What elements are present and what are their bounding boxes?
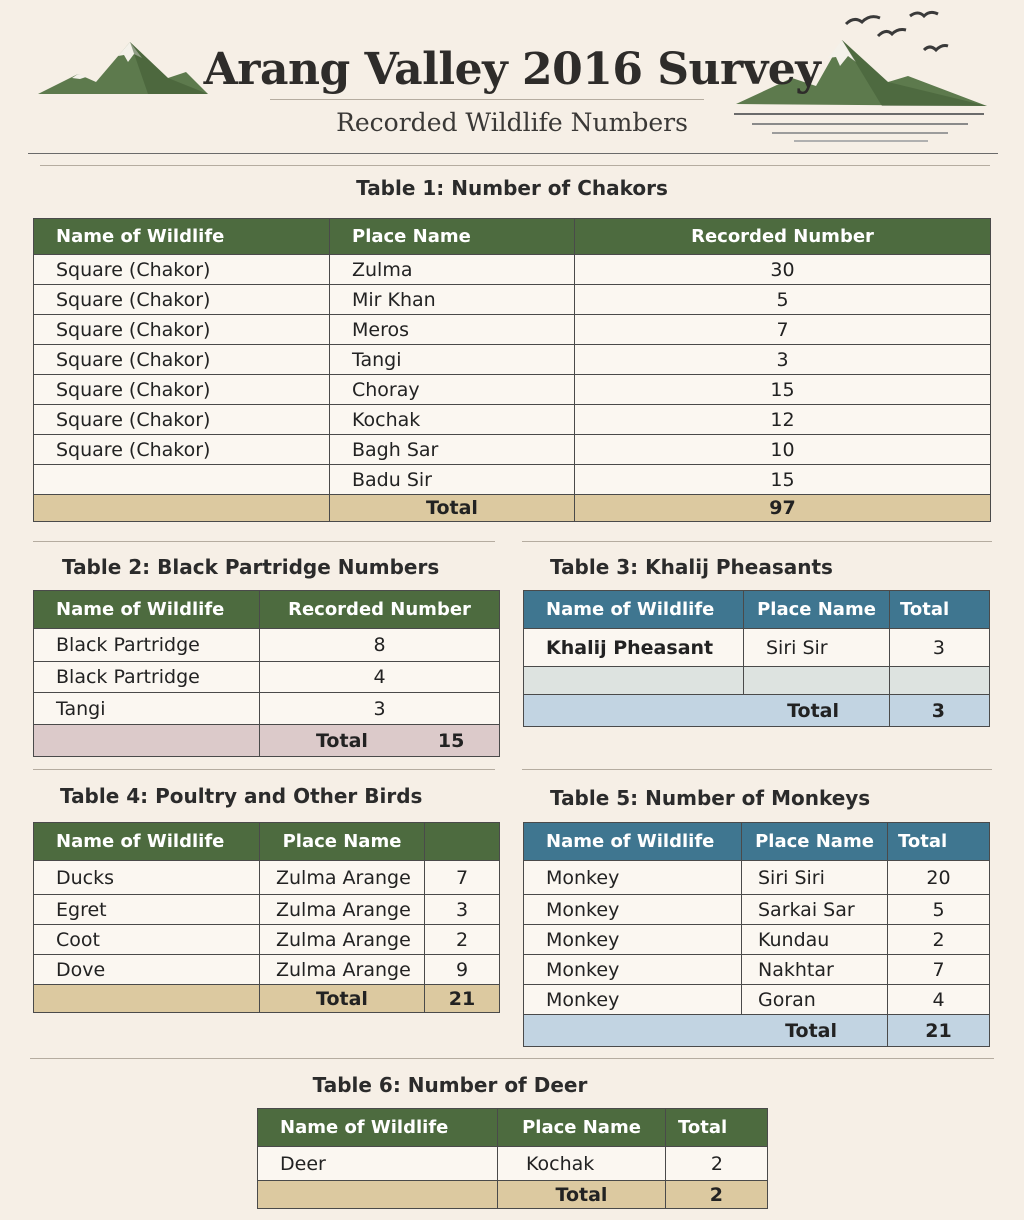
wildlife-cell: Square (Chakor) xyxy=(34,375,330,405)
column-header: Place Name xyxy=(260,823,425,861)
total-cell xyxy=(260,725,500,757)
black-partridge-table xyxy=(33,590,500,757)
place-cell: Kochak xyxy=(498,1147,666,1181)
place-cell: Siri Sir xyxy=(744,629,890,667)
column-header: Recorded Number xyxy=(260,591,500,629)
wildlife-cell: Monkey xyxy=(524,955,742,985)
place-cell: Siri Siri xyxy=(742,861,888,895)
number-cell: 3 xyxy=(425,895,500,925)
empty-cell xyxy=(890,667,990,695)
table5-caption: Table 5: Number of Monkeys xyxy=(550,786,871,810)
table-row xyxy=(34,285,991,315)
total-blank-cell xyxy=(34,985,260,1013)
number-cell: 30 xyxy=(575,255,991,285)
total-value: 21 xyxy=(425,985,500,1013)
wildlife-cell: Ducks xyxy=(34,861,260,895)
wildlife-cell: Square (Chakor) xyxy=(34,315,330,345)
column-header: Name of Wildlife xyxy=(524,591,744,629)
number-cell: 9 xyxy=(425,955,500,985)
total-row xyxy=(258,1181,768,1209)
number-cell: 3 xyxy=(575,345,991,375)
table-row xyxy=(34,375,991,405)
wildlife-cell xyxy=(34,465,330,495)
column-header: Recorded Number xyxy=(575,219,991,255)
place-cell: Zulma Arange xyxy=(260,955,425,985)
total-blank-cell xyxy=(34,495,330,522)
wildlife-cell: Deer xyxy=(258,1147,498,1181)
title-underline xyxy=(270,99,704,100)
number-cell: 2 xyxy=(888,925,990,955)
section-divider xyxy=(522,541,992,542)
total-row xyxy=(34,985,500,1013)
wildlife-cell: Square (Chakor) xyxy=(34,345,330,375)
section-divider xyxy=(522,769,992,770)
column-header: Name of Wildlife xyxy=(524,823,742,861)
number-cell: 7 xyxy=(575,315,991,345)
deer-table xyxy=(257,1108,768,1209)
table-header-row xyxy=(34,823,500,861)
total-row xyxy=(524,1015,990,1047)
wildlife-cell: Monkey xyxy=(524,895,742,925)
total-blank-cell xyxy=(34,725,260,757)
table-header-row xyxy=(524,823,990,861)
table-row xyxy=(34,435,991,465)
section-divider xyxy=(33,541,495,542)
number-cell: 4 xyxy=(888,985,990,1015)
column-header: Place Name xyxy=(498,1109,666,1147)
wildlife-cell: Square (Chakor) xyxy=(34,285,330,315)
number-cell: 12 xyxy=(575,405,991,435)
column-header xyxy=(425,823,500,861)
number-cell: 20 xyxy=(888,861,990,895)
number-cell: 8 xyxy=(260,629,500,662)
place-cell: Kundau xyxy=(742,925,888,955)
table2-caption: Table 2: Black Partridge Numbers xyxy=(62,555,440,579)
place-cell: Kochak xyxy=(330,405,575,435)
total-value: 2 xyxy=(666,1181,768,1209)
table-row xyxy=(524,861,990,895)
wildlife-cell: Black Partridge xyxy=(34,662,260,693)
place-cell: Mir Khan xyxy=(330,285,575,315)
column-header: Name of Wildlife xyxy=(34,219,330,255)
empty-cell xyxy=(524,667,744,695)
table3-caption: Table 3: Khalij Pheasants xyxy=(550,555,833,579)
table-row xyxy=(34,925,500,955)
table-row xyxy=(34,895,500,925)
place-cell: Choray xyxy=(330,375,575,405)
table-row xyxy=(524,895,990,925)
empty-cell xyxy=(744,667,890,695)
number-cell: 2 xyxy=(666,1147,768,1181)
place-cell: Zulma Arange xyxy=(260,925,425,955)
number-cell: 4 xyxy=(260,662,500,693)
total-label: Total xyxy=(524,695,890,727)
section-divider xyxy=(33,769,495,770)
table-row xyxy=(524,667,990,695)
place-cell: Zulma Arange xyxy=(260,895,425,925)
total-label: Total xyxy=(498,1181,666,1209)
wildlife-cell: Tangi xyxy=(34,693,260,725)
wildlife-cell: Coot xyxy=(34,925,260,955)
section-divider xyxy=(30,1058,994,1059)
number-cell: 7 xyxy=(425,861,500,895)
table-header-row xyxy=(524,591,990,629)
number-cell: 5 xyxy=(575,285,991,315)
place-cell: Goran xyxy=(742,985,888,1015)
place-cell: Badu Sir xyxy=(330,465,575,495)
column-header: Name of Wildlife xyxy=(258,1109,498,1147)
table-row xyxy=(524,955,990,985)
place-cell: Nakhtar xyxy=(742,955,888,985)
table1-caption: Table 1: Number of Chakors xyxy=(356,176,668,200)
table-row xyxy=(524,985,990,1015)
khalij-pheasant-table xyxy=(523,590,990,727)
table-row xyxy=(34,315,991,345)
column-header: Total xyxy=(888,823,990,861)
column-header: Name of Wildlife xyxy=(34,591,260,629)
table-row xyxy=(34,861,500,895)
wildlife-cell: Dove xyxy=(34,955,260,985)
column-header: Place Name xyxy=(742,823,888,861)
table-row xyxy=(524,925,990,955)
number-cell: 2 xyxy=(425,925,500,955)
header-divider xyxy=(28,153,998,154)
place-cell: Sarkai Sar xyxy=(742,895,888,925)
total-row xyxy=(524,695,990,727)
table-row xyxy=(34,255,991,285)
table-header-row xyxy=(34,219,991,255)
table-row xyxy=(524,629,990,667)
number-cell: 3 xyxy=(890,629,990,667)
table-row xyxy=(34,465,991,495)
number-cell: 7 xyxy=(888,955,990,985)
total-value: 15 xyxy=(437,729,465,752)
place-cell: Meros xyxy=(330,315,575,345)
total-value: 3 xyxy=(890,695,990,727)
table-row xyxy=(34,345,991,375)
total-value: 21 xyxy=(888,1015,990,1047)
page-subtitle: Recorded Wildlife Numbers xyxy=(336,108,688,137)
table-row xyxy=(34,662,500,693)
column-header: Name of Wildlife xyxy=(34,823,260,861)
page-title: Arang Valley 2016 Survey xyxy=(203,44,821,95)
total-value: 97 xyxy=(575,495,991,522)
wildlife-cell: Square (Chakor) xyxy=(34,405,330,435)
wildlife-cell: Khalij Pheasant xyxy=(524,629,744,667)
wildlife-cell: Square (Chakor) xyxy=(34,435,330,465)
column-header: Place Name xyxy=(330,219,575,255)
table-row xyxy=(34,629,500,662)
place-cell: Zulma Arange xyxy=(260,861,425,895)
wildlife-cell: Monkey xyxy=(524,985,742,1015)
number-cell: 10 xyxy=(575,435,991,465)
number-cell: 5 xyxy=(888,895,990,925)
poultry-table xyxy=(33,822,500,1013)
wildlife-cell: Egret xyxy=(34,895,260,925)
wildlife-cell: Monkey xyxy=(524,861,742,895)
total-label: Total xyxy=(260,985,425,1013)
total-row xyxy=(34,725,500,757)
total-label: Total xyxy=(316,729,368,752)
table4-caption: Table 4: Poultry and Other Birds xyxy=(60,784,423,808)
place-cell: Bagh Sar xyxy=(330,435,575,465)
total-blank-cell xyxy=(258,1181,498,1209)
table-row xyxy=(34,693,500,725)
wildlife-cell: Black Partridge xyxy=(34,629,260,662)
number-cell: 15 xyxy=(575,465,991,495)
table-row xyxy=(34,955,500,985)
table-header-row xyxy=(34,591,500,629)
place-cell: Tangi xyxy=(330,345,575,375)
column-header: Total xyxy=(890,591,990,629)
total-row xyxy=(34,495,991,522)
table-header-row xyxy=(258,1109,768,1147)
monkey-table xyxy=(523,822,990,1047)
column-header: Place Name xyxy=(744,591,890,629)
column-header: Total xyxy=(666,1109,768,1147)
chakor-table xyxy=(33,218,991,522)
table-row xyxy=(258,1147,768,1181)
header-divider-thin xyxy=(40,165,990,166)
number-cell: 15 xyxy=(575,375,991,405)
place-cell: Zulma xyxy=(330,255,575,285)
total-label: Total xyxy=(524,1015,888,1047)
table-row xyxy=(34,405,991,435)
total-label: Total xyxy=(330,495,575,522)
wildlife-cell: Monkey xyxy=(524,925,742,955)
wildlife-cell: Square (Chakor) xyxy=(34,255,330,285)
table6-caption: Table 6: Number of Deer xyxy=(312,1073,588,1097)
number-cell: 3 xyxy=(260,693,500,725)
